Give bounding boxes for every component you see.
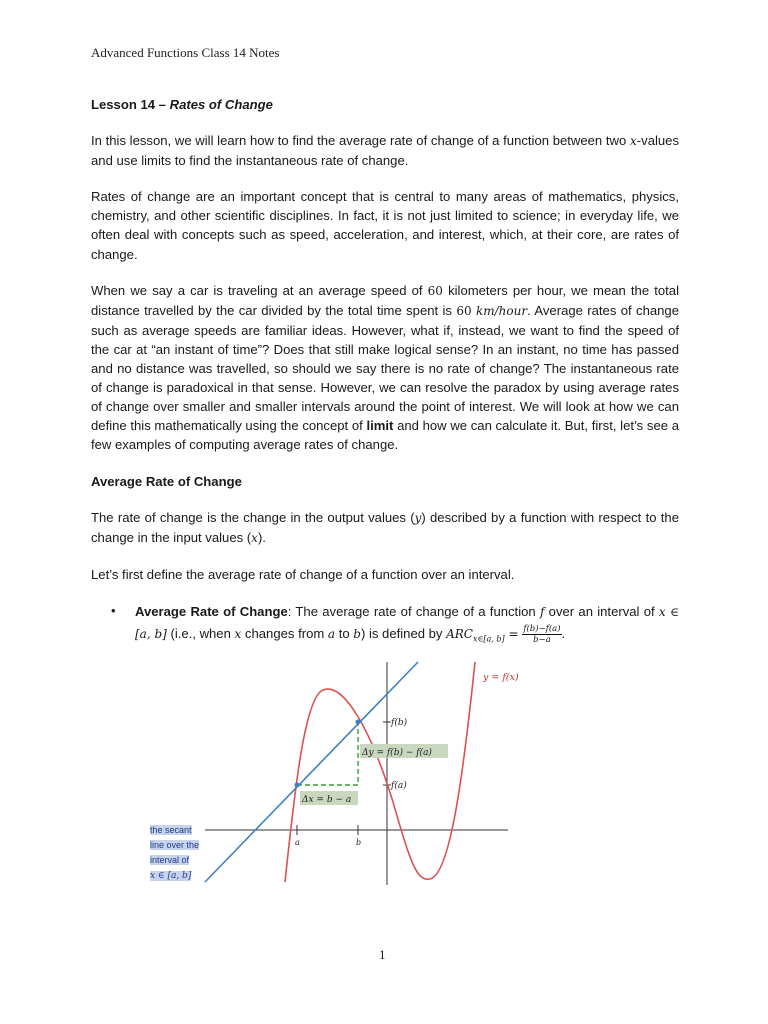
document-body bbox=[91, 95, 679, 649]
car-paragraph: When we say a car is traveling at an average speed of 60 kilometers per hour, we mean the total distance travelled by the car divided by the total time spent is 60 km/hour. Average rates of change such as average speeds are familiar ideas. However, what if, instead, we want to find the speed of the car at “an instant of time”? Does that still make logical sense? In an instant, no time has passed and no distance was travelled, so should we say there is no rate of change? The instantaneous rate of change is paradoxical in that sense. However, we can resolve the paradox by using average rates of change over smaller and smaller intervals around the point of interest. We will look at how we can define this mathematically using the concept of limit and how we can calculate it. But, first, let’s see a few examples of computing average rates of change. bbox=[91, 282, 679, 453]
rates-paragraph: Rates of change are an important concept that is central to many areas of mathematics, physics, chemistry, and other scientific disciplines. In fact, it is not just limited to science; in everyday life, we often deal with concepts such as speed, acceleration, and interest, which, at their core, are rates of change. bbox=[91, 189, 679, 262]
delta-dashes bbox=[297, 722, 358, 785]
lesson-title: Lesson 14 – Rates of Change bbox=[91, 97, 273, 112]
function-curve bbox=[285, 662, 475, 882]
section-heading: Average Rate of Change bbox=[91, 473, 242, 489]
point-b bbox=[356, 720, 361, 725]
secant-caption: the secant line over the interval of x ∈ [a, b] bbox=[150, 825, 200, 881]
dy-label: Δy = f(b) − f(a) bbox=[362, 748, 432, 758]
arc-definition-bullet: • Average Rate of Change: The average rate of change of a function f over an interval of x ∈ [a, b] (i.e., when x changes from a to b) is defined by $ARC_{x\in[a, b]}$ = $\frac{f(b)-f(a)}{b-a}$ . bbox=[111, 602, 680, 645]
lesson-title-italic: Rates of Change bbox=[169, 97, 273, 112]
fa-label: f(a) bbox=[391, 781, 407, 791]
b-label: b bbox=[356, 838, 362, 847]
point-a bbox=[295, 783, 300, 788]
interval-paragraph: Let’s first define the average rate of change of a function over an interval. bbox=[91, 566, 515, 582]
curve-label: y = f(x) bbox=[483, 672, 519, 683]
secant-line bbox=[205, 662, 418, 882]
page-number: 1 bbox=[379, 947, 386, 962]
a-label: a bbox=[295, 838, 300, 847]
intro-paragraph: In this lesson, we will learn how to find the average rate of change of a function between two x-values and use limits to find the instantaneous rate of change. bbox=[91, 133, 679, 169]
running-header: Advanced Functions Class 14 Notes bbox=[91, 45, 280, 60]
fb-label: f(b) bbox=[391, 718, 408, 728]
dx-label: Δx = b − a bbox=[302, 795, 352, 805]
definition-paragraph: The rate of change is the change in the output values (y) described by a function with respect to the change in the input values (x). bbox=[91, 509, 679, 545]
arc-fraction: $\frac{f(b)-f(a)}{b-a}$ bbox=[523, 623, 561, 645]
bullet-marker: • bbox=[111, 602, 116, 618]
